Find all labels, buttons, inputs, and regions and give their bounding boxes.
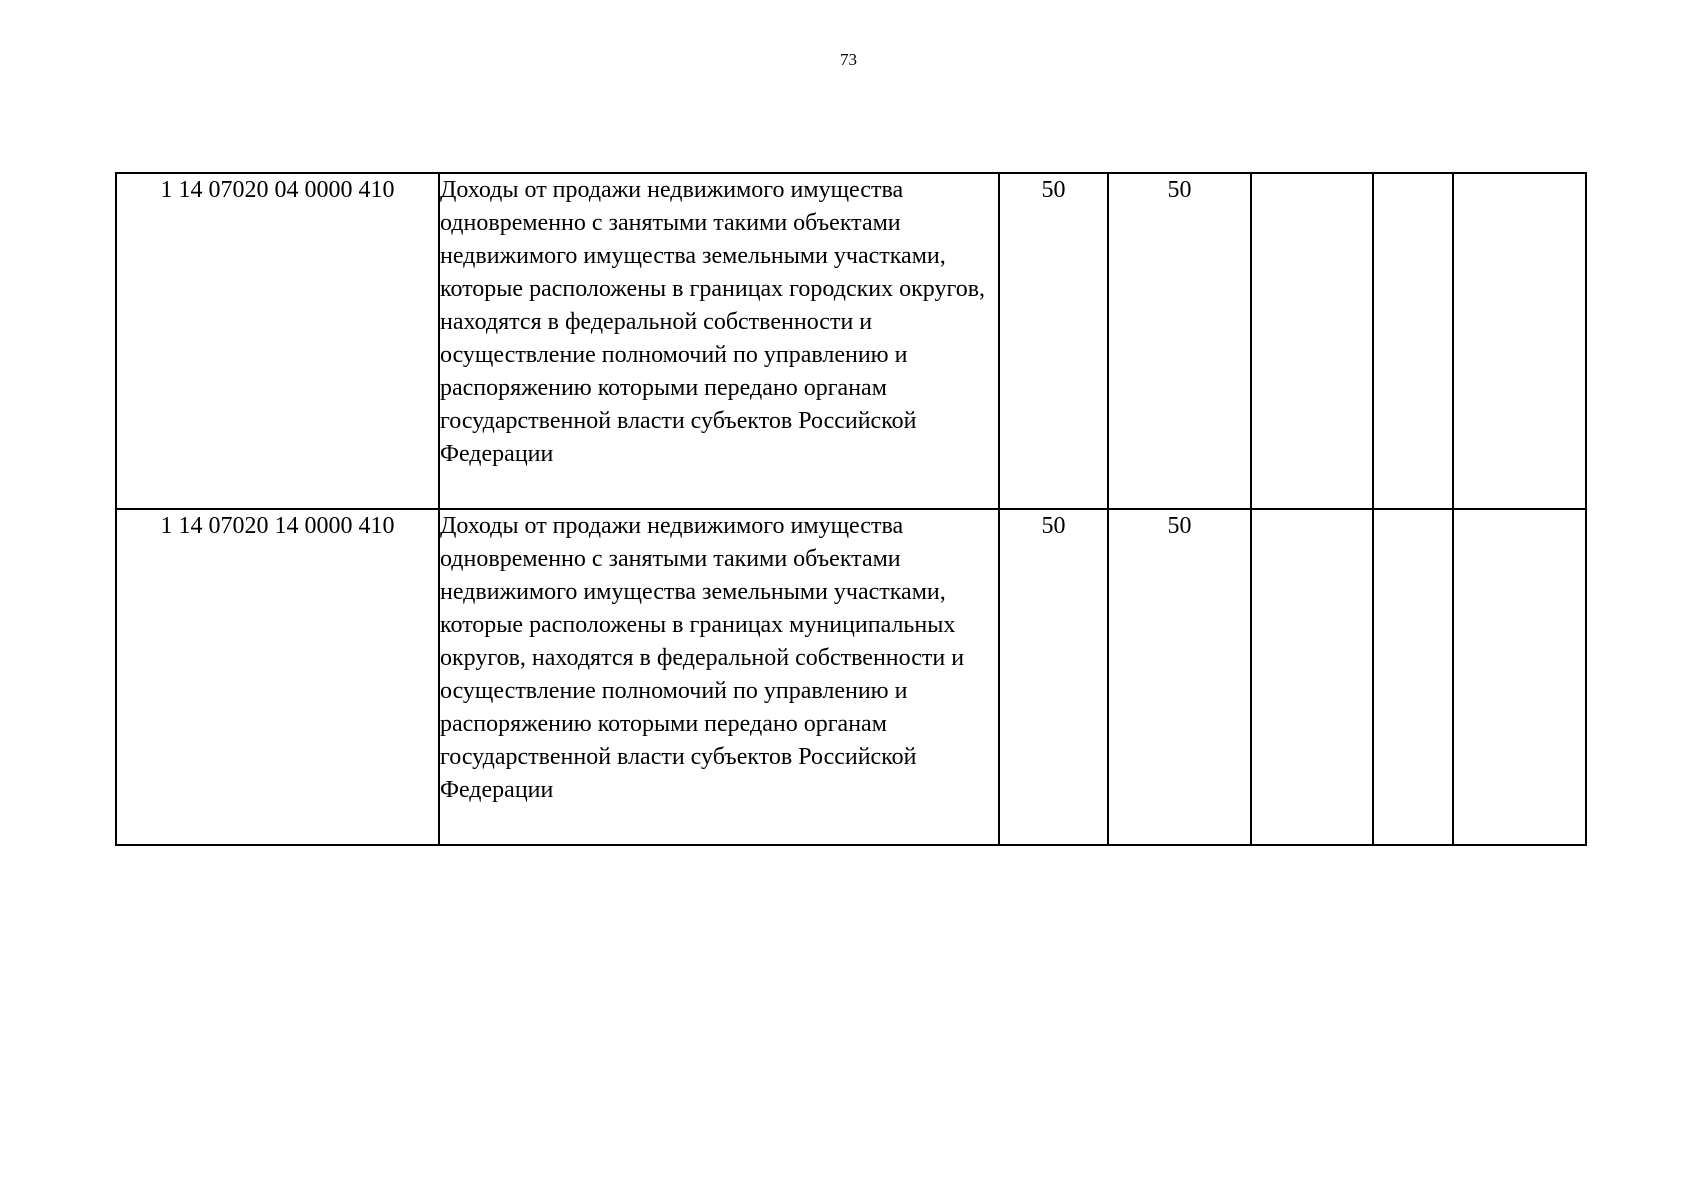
normative-value: 50	[999, 173, 1108, 509]
table-row	[116, 173, 1586, 509]
empty-cell	[1251, 509, 1373, 845]
page-number: 73	[840, 50, 857, 69]
revenue-name: Доходы от продажи недвижимого имущества одновременно с занятыми такими объектами недвижимого имущества земельными участками, которые расположены в границах муниципальных округов, находятся в федеральной собственности и осуществление полномочий по управлению и распоряжению которыми передано органам государственной власти субъектов Российской Федерации	[439, 509, 999, 845]
budget-classification-code: 1 14 07020 04 0000 410	[116, 173, 439, 509]
revenue-name: Доходы от продажи недвижимого имущества одновременно с занятыми такими объектами недвижимого имущества земельными участками, которые расположены в границах городских округов, находятся в федеральной собственности и осуществление полномочий по управлению и распоряжению которыми передано органам государственной власти субъектов Российской Федерации	[439, 173, 999, 509]
normative-value: 50	[1108, 173, 1251, 509]
empty-cell	[1373, 173, 1453, 509]
revenue-table	[115, 172, 1587, 846]
empty-cell	[1453, 173, 1586, 509]
normative-value: 50	[999, 509, 1108, 845]
empty-cell	[1453, 509, 1586, 845]
table-row	[116, 509, 1586, 845]
empty-cell	[1373, 509, 1453, 845]
budget-classification-code: 1 14 07020 14 0000 410	[116, 509, 439, 845]
empty-cell	[1251, 173, 1373, 509]
normative-value: 50	[1108, 509, 1251, 845]
